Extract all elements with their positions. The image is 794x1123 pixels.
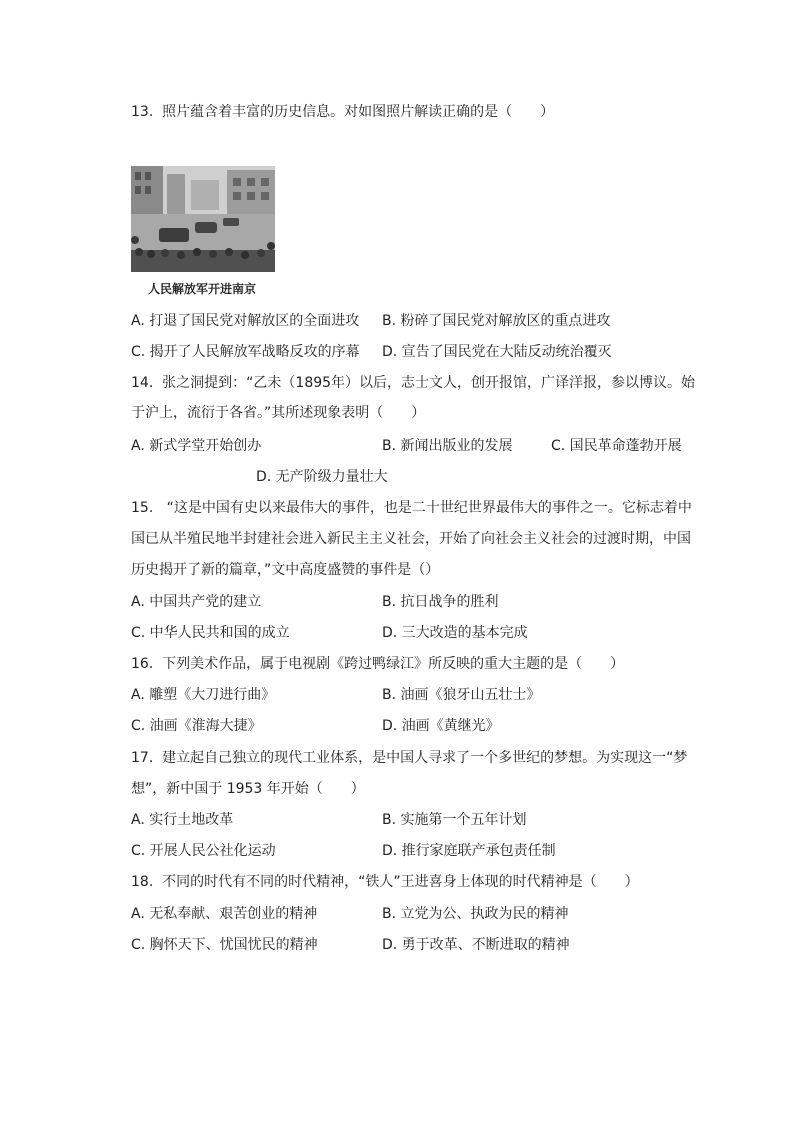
q16-option-d[interactable]: D. 油画《黄继光》 [382, 718, 500, 734]
q16-option-c[interactable]: C. 油画《淮海大捷》 [131, 718, 262, 734]
q15-option-c[interactable]: C. 中华人民共和国的成立 [131, 625, 290, 641]
q14-option-b[interactable]: B. 新闻出版业的发展 [382, 438, 513, 454]
q17-option-d[interactable]: D. 推行家庭联产承包责任制 [382, 843, 556, 859]
q16-option-b[interactable]: B. 油画《狼牙山五壮士》 [382, 687, 541, 703]
q18-option-c[interactable]: C. 胸怀天下、忧国忧民的精神 [131, 937, 318, 953]
q17-option-c[interactable]: C. 开展人民公社化运动 [131, 843, 276, 859]
q17-option-b[interactable]: B. 实施第一个五年计划 [382, 812, 527, 828]
nanjing-liberation-photo [131, 166, 275, 272]
question-15-stem-line-2: 国已从半殖民地半封建社会进入新民主主义社会，开始了向社会主义社会的过渡时期，中国 [131, 531, 691, 547]
question-18-stem: 18. 不同的时代有不同的时代精神，“铁人”王进喜身上体现的时代精神是（ ） [131, 874, 639, 890]
q17-option-a[interactable]: A. 实行土地改革 [131, 812, 234, 828]
question-15-stem-line-1: 15. “这是中国有史以来最伟大的事件，也是二十世纪世界最伟大的事件之一。它标志着中 [131, 500, 692, 516]
q15-option-a[interactable]: A. 中国共产党的建立 [131, 594, 262, 610]
q14-option-c[interactable]: C. 国民革命蓬勃开展 [551, 438, 682, 454]
q15-option-b[interactable]: B. 抗日战争的胜利 [382, 594, 499, 610]
q13-option-b[interactable]: B. 粉碎了国民党对解放区的重点进攻 [382, 313, 611, 329]
q18-option-a[interactable]: A. 无私奉献、艰苦创业的精神 [131, 906, 318, 922]
q15-option-d[interactable]: D. 三大改造的基本完成 [382, 625, 528, 641]
question-17-stem-line-1: 17. 建立起自己独立的现代工业体系，是中国人寻求了一个多世纪的梦想。为实现这一“梦 [131, 750, 688, 766]
q18-option-b[interactable]: B. 立党为公、执政为民的精神 [382, 906, 569, 922]
q18-option-d[interactable]: D. 勇于改革、不断进取的精神 [382, 937, 570, 953]
question-14-stem-line-2: 于沪上，流衍于各省。”其所述现象表明（ ） [131, 405, 426, 421]
q13-option-c[interactable]: C. 揭开了人民解放军战略反攻的序幕 [131, 344, 360, 360]
question-14-stem-line-1: 14. 张之洞提到：“乙未（1895年）以后，志士文人，创开报馆，广译洋报，参以博议。始 [131, 375, 696, 391]
question-17-stem-line-2: 想”，新中国于 1953 年开始（ ） [131, 781, 365, 797]
q14-option-a[interactable]: A. 新式学堂开始创办 [131, 438, 262, 454]
q13-option-a[interactable]: A. 打退了国民党对解放区的全面进攻 [131, 313, 360, 329]
q13-option-d[interactable]: D. 宣告了国民党在大陆反动统治覆灭 [382, 344, 612, 360]
question-16-stem: 16. 下列美术作品，属于电视剧《跨过鸭绿江》所反映的重大主题的是（ ） [131, 656, 625, 672]
question-15-stem-line-3: 历史揭开了新的篇章，”文中高度盛赞的事件是（） [131, 562, 440, 578]
question-13-stem: 13. 照片蕴含着丰富的历史信息。对如图照片解读正确的是（ ） [131, 104, 555, 120]
q14-option-d[interactable]: D. 无产阶级力量壮大 [256, 469, 388, 485]
q16-option-a[interactable]: A. 雕塑《大刀进行曲》 [131, 687, 276, 703]
photo-caption: 人民解放军开进南京 [148, 282, 257, 296]
